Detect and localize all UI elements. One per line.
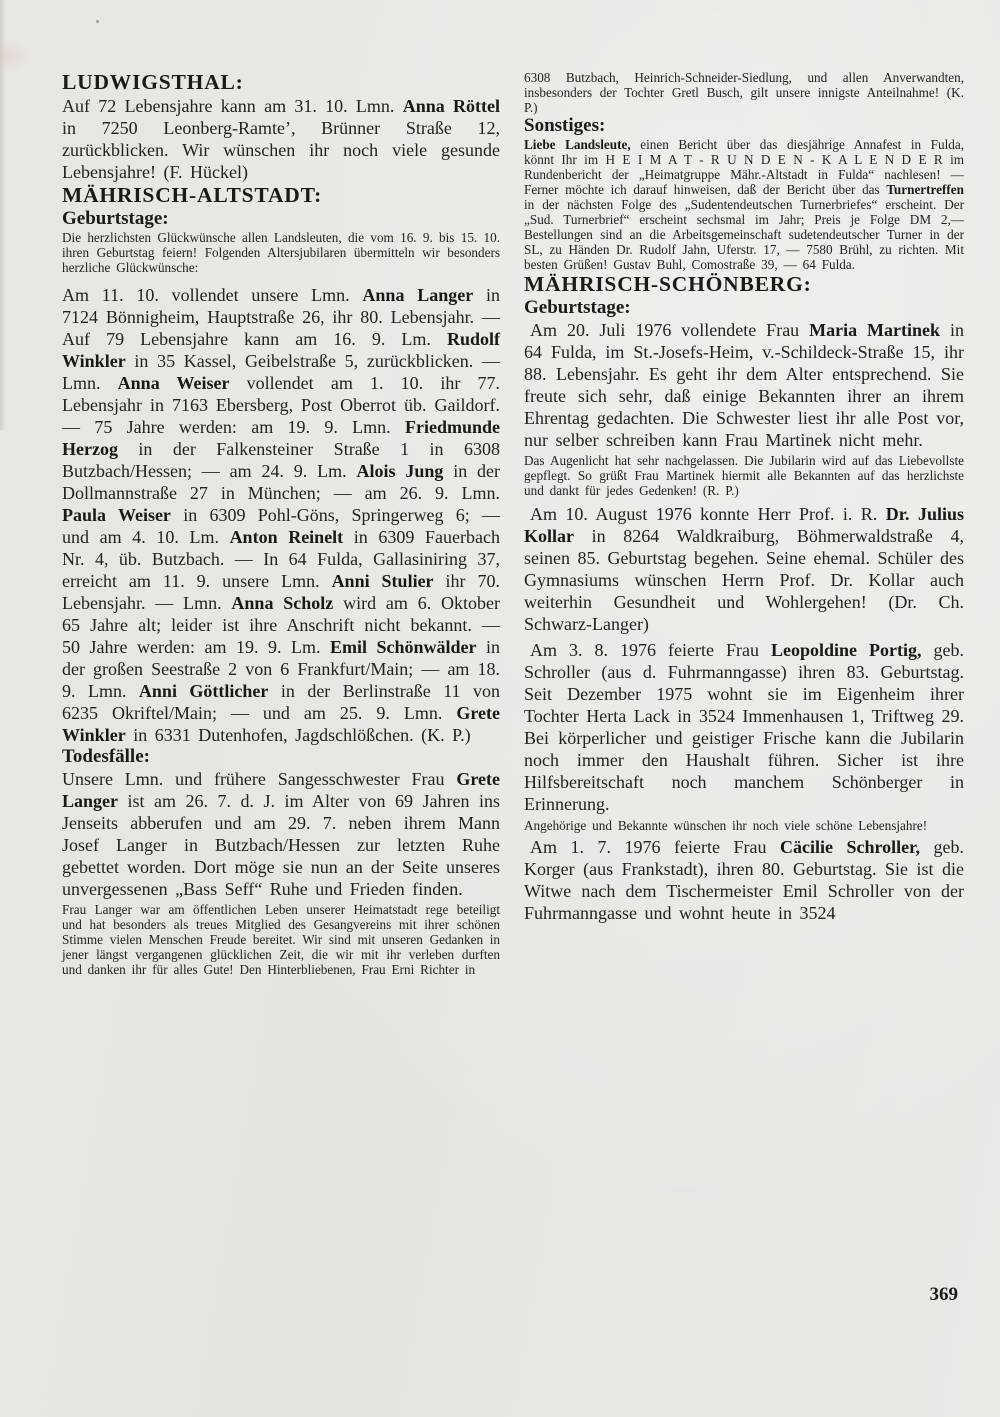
subheading-todesfaelle: Todesfälle: [62, 746, 150, 767]
para-geburtstage-list: Am 11. 10. vollendet unsere Lmn. Anna Langer in 7124 Bönnigheim, Hauptstraße 26, ihr 80. Lebensjahr. — Auf 79 Lebensjahre kann am 16. 9. Lm. Rudolf Winkler in 35 Kassel, Geibelstraße 5, zurückblicken. — Lmn. Anna Weiser vollendet am 1. 10. ihr 77. Lebensjahr in 7163 Ebersberg, Post Oberrot üb. Gaildorf. — 75 Jahre werden: am 19. 9. Lmn. Friedmunde Herzog in der Falkensteiner Straße 1 in 6308 Butzbach/Hessen; — am 24. 9. Lm. Alois Jung in der Dollmannstraße 27 in München; — am 26. 9. Lmn. Paula Weiser in 6309 Pohl-Göns, Springerweg 6; — und am 4. 10. Lm. Anton Reinelt in 6309 Fauerbach Nr. 4, üb. Butzbach. — In 64 Fulda, Gallasiniring 37, erreicht am 11. 9. unsere Lmn. Anni Stulier ihr 70. Lebensjahr. — Lmn. Anna Scholz wird am 6. Oktober 65 Jahre alt; leider ist ihre Anschrift nicht bekannt. — 50 Jahre werden: am 19. 9. Lm. Emil Schönwälder in der großen Seestraße 2 von 6 Frankfurt/Main; — am 18. 9. Lmn. Anni Göttlicher in der Berlinstraße 11 von 6235 Okriftel/Main; — und am 25. 9. Lmn. Grete Winkler in 6331 Dutenhofen, Jagdschlößchen. (K. P.) [62, 285, 501, 745]
para-portig-note: Angehörige und Bekannte wünschen ihr noch viele schöne Lebensjahre! [524, 818, 928, 833]
subheading-sonstiges: Sonstiges: [524, 115, 606, 136]
heading-maehrisch-altstadt: MÄHRISCH-ALTSTADT: [62, 183, 323, 207]
para-kollar: Am 10. August 1976 konnte Herr Prof. i. R. Dr. Julius Kollar in 8264 Waldkraiburg, Böhmerwaldstraße 4, seinen 85. Geburtstag begehen. Seine ehemal. Schüler des Gymnasiums wünschen Herrn Prof. Dr. Kollar auch weiterhin Gesundheit und Wohlergehen! (Dr. Ch. Schwarz-Langer) [524, 504, 964, 634]
heading-maehrisch-schoenberg: MÄHRISCH-SCHÖNBERG: [524, 272, 812, 296]
para-portig: Am 3. 8. 1976 feierte Frau Leopoldine Portig, geb. Schroller (aus d. Fuhrmanngasse) ihren 83. Geburtstag. Seit Dezember 1975 wohnt sie im Eigenheim ihrer Tochter Herta Lack in 3524 Immenhausen 1, Triftweg 29. Bei körperlicher und geistiger Frische kann die Jubilarin noch immer den Haushalt führen. Sicher ist ihre Hilfsbereitschaft noch manchem Schönberger in Erinnerung. [524, 640, 965, 814]
right-column [524, 70, 964, 924]
para-anteilnahme-continuation: 6308 Butzbach, Heinrich-Schneider-Siedlung, und allen Anverwandten, insbesonders der Tochter Gretl Busch, gilt unsere innigste Anteilnahme! (K. P.) [524, 70, 964, 115]
para-martinek-note: Das Augenlicht hat sehr nachgelassen. Die Jubilarin wird auf das Liebevollste gepflegt. So grüßt Frau Martinek hiermit alle Bekannten auf das herzlichste und dankt für jedes Gedenken! (R. P.) [524, 453, 964, 498]
para-schroller: Am 1. 7. 1976 feierte Frau Cäcilie Schroller, geb. Korger (aus Frankstadt), ihren 80. Geburtstag. Sie ist die Witwe nach dem Tischermeister Emil Schroller von der Fuhrmanngasse und wohnt heute in 3524 [524, 837, 964, 923]
subheading-geburtstage-altstadt: Geburtstage: [62, 208, 169, 229]
para-geburtstage-intro: Die herzlichsten Glückwünsche allen Landsleuten, die vom 16. 9. bis 15. 10. ihren Geburtstag feiern! Folgenden Altersjubilaren übermitteln wir besonders herzliche Glückwünsche: [62, 230, 500, 275]
scan-speck [96, 20, 99, 23]
subheading-geburtstage-schoenberg: Geburtstage: [524, 297, 631, 318]
page-number: 369 [929, 1284, 958, 1305]
para-ludwigsthal: Auf 72 Lebensjahre kann am 31. 10. Lmn. Anna Röttel in 7250 Leonberg-Ramteʼ, Brünner Straße 12, zurückblicken. Wir wünschen ihr noch viele gesunde Lebensjahre! (F. Hückel) [62, 96, 501, 182]
para-todesfaelle-note: Frau Langer war am öffentlichen Leben unserer Heimatstadt rege beteiligt und hat besonders als treues Mitglied des Gesangvereins mit ihrer schönen Stimme vielen Menschen Freude bereitet. Wir sind mit unseren Gedanken in jener längst vergangenen glücklichen Zeit, die wir mit ihr verleben durften und danken ihr für alles Gute! Den Hinterbliebenen, Frau Erni Richter in [62, 902, 500, 977]
para-martinek: Am 20. Juli 1976 vollendete Frau Maria Martinek in 64 Fulda, im St.-Josefs-Heim, v.-Schildeck-Straße 15, ihr 88. Lebensjahr. Es geht ihr dem Alter entsprechend. Sie freute sich sehr, daß einige Bekannten ihrer an ihrem Ehrentag gedachten. Die Schwester liest ihr alle Post vor, nur selber schreiben kann Frau Martinek nicht mehr. [524, 320, 964, 450]
scan-smudge [0, 40, 28, 72]
para-sonstiges: Liebe Landsleute, einen Bericht über das diesjährige Annafest in Fulda, könnt Ihr im H E I M A T - R U N D E N - K A L E N D E R im Rundenbericht der „Heimatgruppe Mähr.-Altstadt in Fulda“ nachlesen! — Ferner möchte ich darauf hinweisen, daß der Bericht über das Turnertreffen in der nächsten Folge des „Sudentendeutschen Turnerbriefes“ erscheint. Der „Sud. Turnerbrief“ erscheint sechsmal im Jahr; Preis je Folge DM 2,— Bestellungen sind an die Arbeitsgemeinschaft sudetendeutscher Turner in der SL, zu Händen Dr. Rudolf Jahn, Uferstr. 17, — 7580 Brühl, zu richten. Mit besten Grüßen! Gustav Buhl, Comostraße 39, — 64 Fulda. [524, 137, 965, 272]
para-todesfaelle-main: Unsere Lmn. und frühere Sangesschwester Frau Grete Langer ist am 26. 7. d. J. im Alter von 69 Jahren ins Jenseits abberufen und am 29. 7. neben ihrem Mann Josef Langer in Butzbach/Hessen zur letzten Ruhe gebettet worden. Dort möge sie nun an der Seite unseres unvergessenen „Bass Seff“ Ruhe und Frieden finden. [62, 769, 500, 899]
heading-ludwigsthal: LUDWIGSTHAL: [62, 70, 244, 94]
left-column [62, 70, 500, 977]
